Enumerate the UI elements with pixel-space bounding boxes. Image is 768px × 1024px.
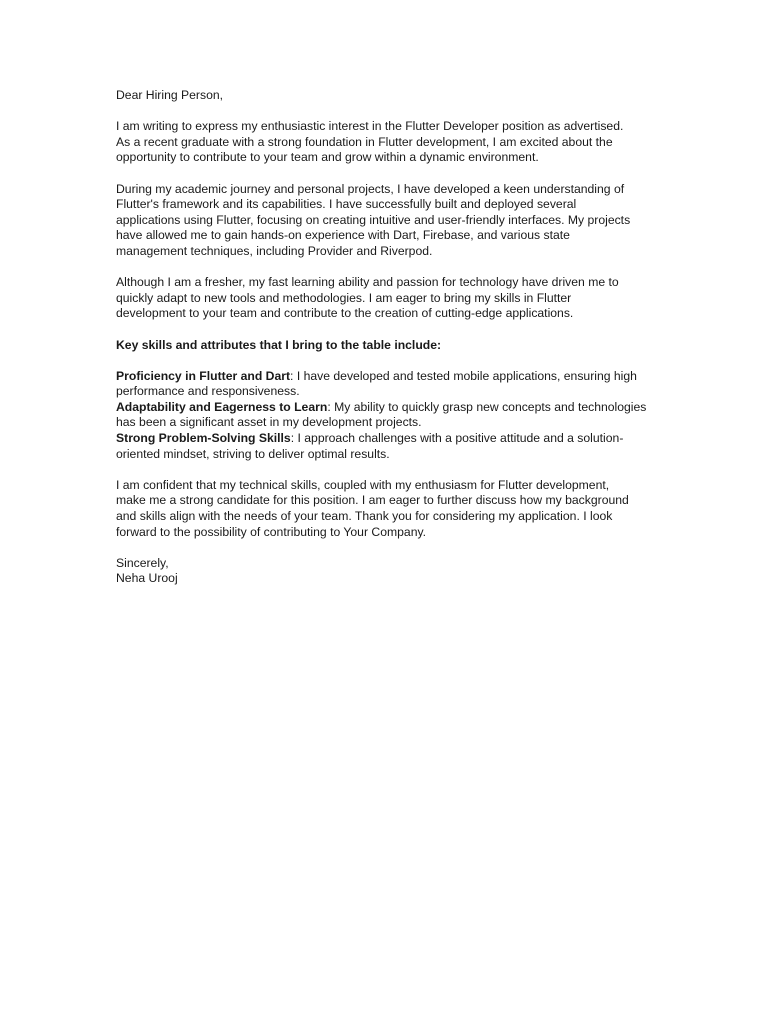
paragraph-line: applications using Flutter, focusing on creating intuitive and user-friendly interfaces. My projects bbox=[116, 212, 631, 227]
paragraph-line: Flutter's framework and its capabilities. I have successfully built and deployed several bbox=[116, 197, 577, 212]
paragraph-line: opportunity to contribute to your team and grow within a dynamic environment. bbox=[116, 150, 539, 165]
skill-description-continued: performance and responsiveness. bbox=[116, 384, 300, 399]
skill-description: : I have developed and tested mobile applications, ensuring high bbox=[290, 368, 637, 383]
paragraph-line: have allowed me to gain hands-on experience with Dart, Firebase, and various state bbox=[116, 228, 570, 243]
paragraph-closing bbox=[116, 478, 656, 540]
paragraph-line: quickly adapt to new tools and methodologies. I am eager to bring my skills in Flutter bbox=[116, 290, 572, 305]
cover-letter bbox=[116, 88, 656, 587]
paragraph-gap bbox=[116, 104, 656, 120]
paragraph-line: development to your team and contribute to the creation of cutting-edge applications. bbox=[116, 306, 574, 321]
paragraph-line: I am confident that my technical skills, coupled with my enthusiasm for Flutter development, bbox=[116, 477, 610, 492]
paragraph-gap bbox=[116, 540, 656, 556]
skill-description-continued: has been a significant asset in my development projects. bbox=[116, 415, 422, 430]
skill-item bbox=[116, 400, 656, 431]
skill-item bbox=[116, 431, 656, 462]
paragraph-gap bbox=[116, 353, 656, 369]
paragraph-gap bbox=[116, 260, 656, 276]
paragraph-gap bbox=[116, 462, 656, 478]
closing: Sincerely, bbox=[116, 555, 169, 570]
paragraph-line: Although I am a fresher, my fast learning ability and passion for technology have driven me to bbox=[116, 275, 619, 290]
paragraph-line: management techniques, including Provider and Riverpod. bbox=[116, 243, 433, 258]
salutation: Dear Hiring Person, bbox=[116, 88, 224, 102]
skill-title: Strong Problem-Solving Skills bbox=[116, 431, 291, 446]
paragraph-line: During my academic journey and personal projects, I have developed a keen understanding of bbox=[116, 181, 625, 196]
skill-line bbox=[116, 369, 656, 385]
paragraph-line: make me a strong candidate for this position. I am eager to further discuss how my background bbox=[116, 493, 629, 508]
paragraph-line: As a recent graduate with a strong foundation in Flutter development, I am excited about the bbox=[116, 134, 613, 149]
skills-heading: Key skills and attributes that I bring to the table include: bbox=[116, 337, 442, 352]
skill-title: Adaptability and Eagerness to Learn bbox=[116, 399, 328, 414]
skills-list bbox=[116, 369, 656, 463]
paragraph-line: I am writing to express my enthusiastic interest in the Flutter Developer position as advertised. bbox=[116, 119, 624, 134]
paragraph-intro bbox=[116, 119, 656, 166]
paragraph-learning bbox=[116, 275, 656, 322]
signature: Neha Urooj bbox=[116, 571, 178, 586]
paragraph-line: forward to the possibility of contributing to Your Company. bbox=[116, 524, 427, 539]
paragraph-line: and skills align with the needs of your team. Thank you for considering my application. I look bbox=[116, 509, 613, 524]
skill-line bbox=[116, 400, 656, 416]
paragraph-gap bbox=[116, 166, 656, 182]
paragraph-experience bbox=[116, 182, 656, 260]
skill-description-continued: oriented mindset, striving to deliver optimal results. bbox=[116, 446, 390, 461]
skill-description: : I approach challenges with a positive attitude and a solution- bbox=[290, 431, 624, 446]
skill-description: : My ability to quickly grasp new concepts and technologies bbox=[327, 399, 647, 414]
skill-item bbox=[116, 369, 656, 400]
paragraph-gap bbox=[116, 322, 656, 338]
skill-line bbox=[116, 431, 656, 447]
skill-title: Proficiency in Flutter and Dart bbox=[116, 368, 291, 383]
